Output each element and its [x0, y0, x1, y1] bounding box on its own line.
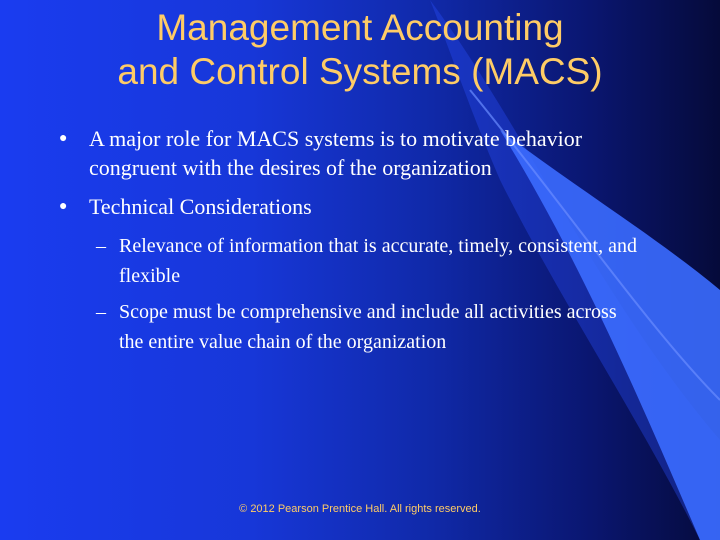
bullet-text: A major role for MACS systems is to motivate behavior congruent with the desires of the organization — [89, 126, 583, 180]
sub-bullet-item — [56, 297, 646, 357]
bullet-item — [56, 192, 646, 221]
sub-bullet-item — [56, 231, 646, 291]
sub-bullet-text: Relevance of information that is accurate, timely, consistent, and flexible — [119, 235, 637, 287]
sub-bullet-marker: – — [96, 301, 106, 323]
title-line-2: and Control Systems (MACS) — [117, 51, 603, 92]
copyright-footer: © 2012 Pearson Prentice Hall. All rights reserved. — [239, 503, 481, 515]
title-line-1: Management Accounting — [156, 7, 564, 48]
bullet-item — [56, 124, 646, 182]
bullet-text: Technical Considerations — [89, 194, 312, 219]
slide-title — [40, 6, 680, 94]
bullet-marker: ● — [59, 131, 68, 146]
bullet-marker: ● — [59, 199, 68, 214]
sub-bullet-text: Scope must be comprehensive and include all activities across the entire value chain of the organization — [119, 301, 617, 353]
sub-bullet-marker: – — [96, 235, 106, 257]
slide-body — [56, 124, 646, 363]
